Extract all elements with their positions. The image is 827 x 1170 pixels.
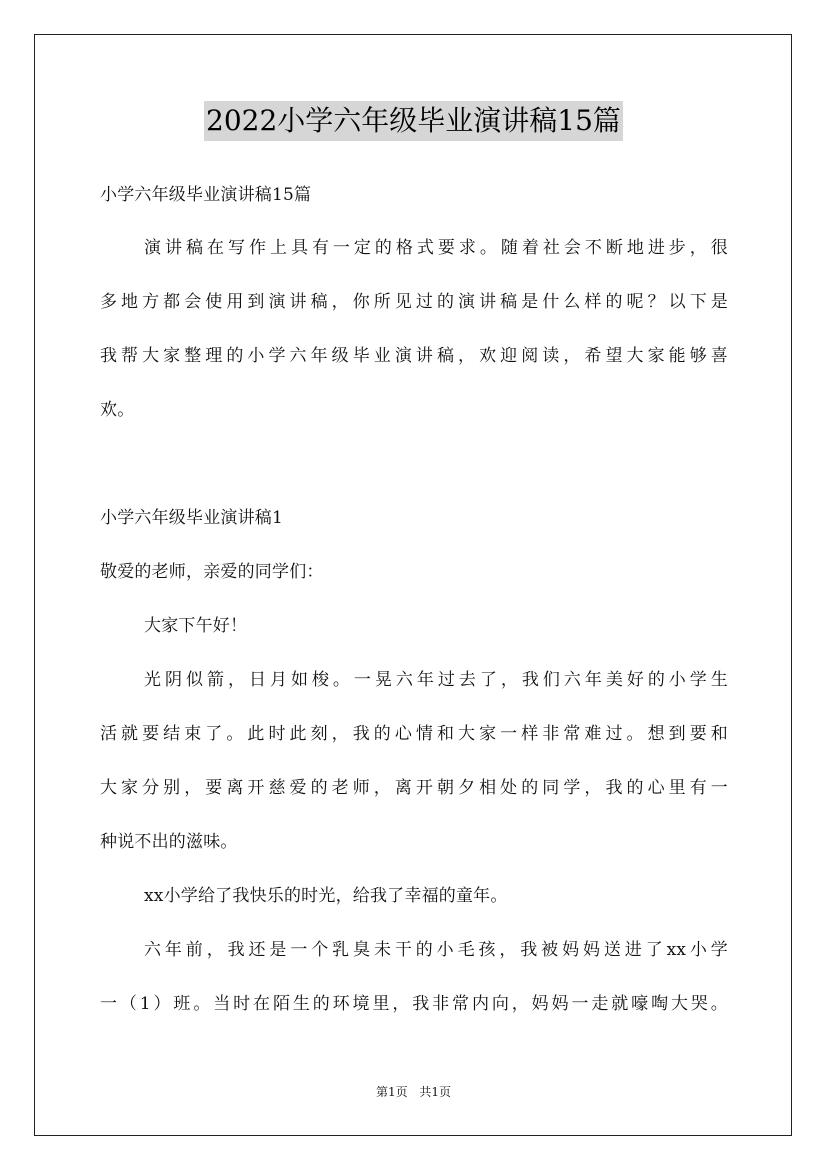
intro-line-3: 我帮大家整理的小学六年级毕业演讲稿，欢迎阅读，希望大家能够喜 bbox=[100, 346, 728, 366]
intro-line-1: 演讲稿在写作上具有一定的格式要求。随着社会不断地进步，很 bbox=[144, 238, 728, 258]
para1-line-4: 种说不出的滋味。 bbox=[100, 832, 238, 852]
para3-line-1: 六年前，我还是一个乳臭未干的小毛孩，我被妈妈送进了xx小学 bbox=[144, 940, 728, 960]
para1-line-1: 光阴似箭，日月如梭。一晃六年过去了，我们六年美好的小学生 bbox=[144, 670, 728, 690]
page-footer bbox=[0, 1084, 827, 1100]
document-subtitle: 小学六年级毕业演讲稿15篇 bbox=[100, 185, 312, 205]
intro-line-4: 欢。 bbox=[100, 400, 135, 420]
greeting: 大家下午好！ bbox=[144, 616, 248, 636]
para2-line-1: xx小学给了我快乐的时光，给我了幸福的童年。 bbox=[144, 886, 508, 906]
para1-line-3: 大家分别，要离开慈爱的老师，离开朝夕相处的同学，我的心里有一 bbox=[100, 778, 728, 798]
para1-line-2: 活就要结束了。此时此刻，我的心情和大家一样非常难过。想到要和 bbox=[100, 724, 728, 744]
title-container bbox=[0, 101, 827, 141]
intro-line-2: 多地方都会使用到演讲稿，你所见过的演讲稿是什么样的呢？以下是 bbox=[100, 292, 728, 312]
para3-line-2: 一（1）班。当时在陌生的环境里，我非常内向，妈妈一走就嚎啕大哭。 bbox=[100, 994, 728, 1014]
page-number-total: 共1页 bbox=[419, 1085, 452, 1099]
section-heading: 小学六年级毕业演讲稿1 bbox=[100, 508, 284, 528]
document-title: 2022小学六年级毕业演讲稿15篇 bbox=[204, 101, 623, 141]
page-number-current: 第1页 bbox=[375, 1085, 408, 1099]
salutation: 敬爱的老师，亲爱的同学们： bbox=[100, 562, 324, 582]
